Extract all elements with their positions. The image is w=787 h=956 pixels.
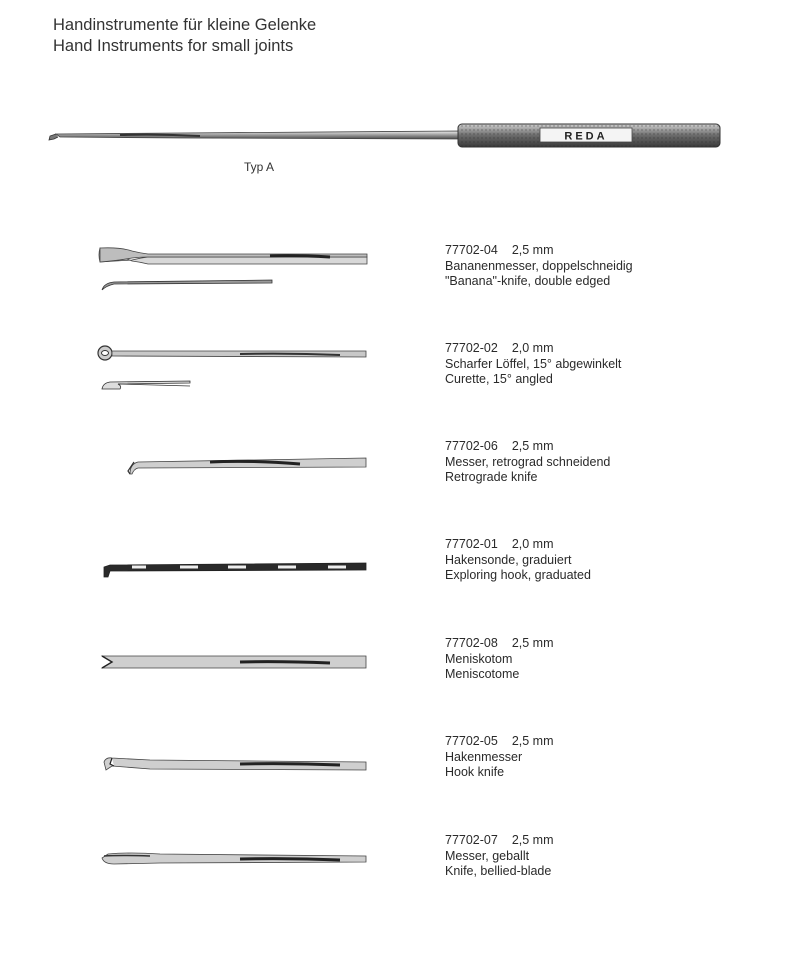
banana-knife-illustration (90, 238, 380, 298)
item-name-german: Scharfer Löffel, 15° abgewinkelt (445, 356, 622, 371)
item-name-english: Retrograde knife (445, 470, 538, 484)
curette-illustration (90, 338, 380, 398)
bellied-knife-illustration (90, 834, 380, 894)
item-code: 77702-08 (445, 636, 498, 650)
hero-instrument-illustration (0, 100, 787, 160)
item-77702-06 (445, 439, 610, 486)
item-name-english: Meniscotome (445, 667, 520, 681)
item-name-english: Exploring hook, graduated (445, 568, 591, 582)
item-77702-01 (445, 537, 591, 584)
item-77702-05 (445, 734, 554, 781)
item-name-german: Messer, geballt (445, 848, 530, 863)
item-name-english: Curette, 15° angled (445, 372, 553, 386)
item-77702-08 (445, 636, 554, 683)
item-code: 77702-02 (445, 341, 498, 355)
item-size: 2,5 mm (511, 636, 554, 650)
exploring-hook-illustration (90, 537, 380, 597)
item-77702-04 (445, 243, 633, 290)
item-size: 2,0 mm (511, 341, 554, 355)
item-size: 2,5 mm (511, 833, 554, 847)
item-name-german: Hakenmesser (445, 749, 523, 764)
item-size: 2,5 mm (511, 243, 554, 257)
item-code: 77702-01 (445, 537, 498, 551)
hook-knife-illustration (90, 736, 380, 796)
item-name-german: Bananenmesser, doppelschneidig (445, 258, 633, 273)
item-size: 2,5 mm (511, 734, 554, 748)
item-name-english: "Banana"-knife, double edged (445, 274, 611, 288)
item-77702-02 (445, 341, 621, 388)
hero-brand-label: REDA (564, 130, 608, 143)
page-title-german: Handinstrumente für kleine Gelenke (53, 16, 317, 34)
item-name-english: Knife, bellied-blade (445, 864, 552, 878)
item-size: 2,5 mm (511, 439, 554, 453)
item-name-german: Meniskotom (445, 651, 513, 666)
item-code: 77702-05 (445, 734, 498, 748)
item-name-german: Messer, retrograd schneidend (445, 454, 611, 469)
item-name-german: Hakensonde, graduiert (445, 552, 572, 567)
hero-type-label: Typ A (244, 160, 275, 174)
item-size: 2,0 mm (511, 537, 554, 551)
item-code: 77702-06 (445, 439, 498, 453)
item-code: 77702-04 (445, 243, 498, 257)
item-code: 77702-07 (445, 833, 498, 847)
item-name-english: Hook knife (445, 765, 505, 779)
page-title-english: Hand Instruments for small joints (53, 37, 294, 55)
meniscotome-illustration (90, 636, 380, 696)
retrograde-knife-illustration (90, 438, 380, 498)
item-77702-07 (445, 833, 554, 880)
